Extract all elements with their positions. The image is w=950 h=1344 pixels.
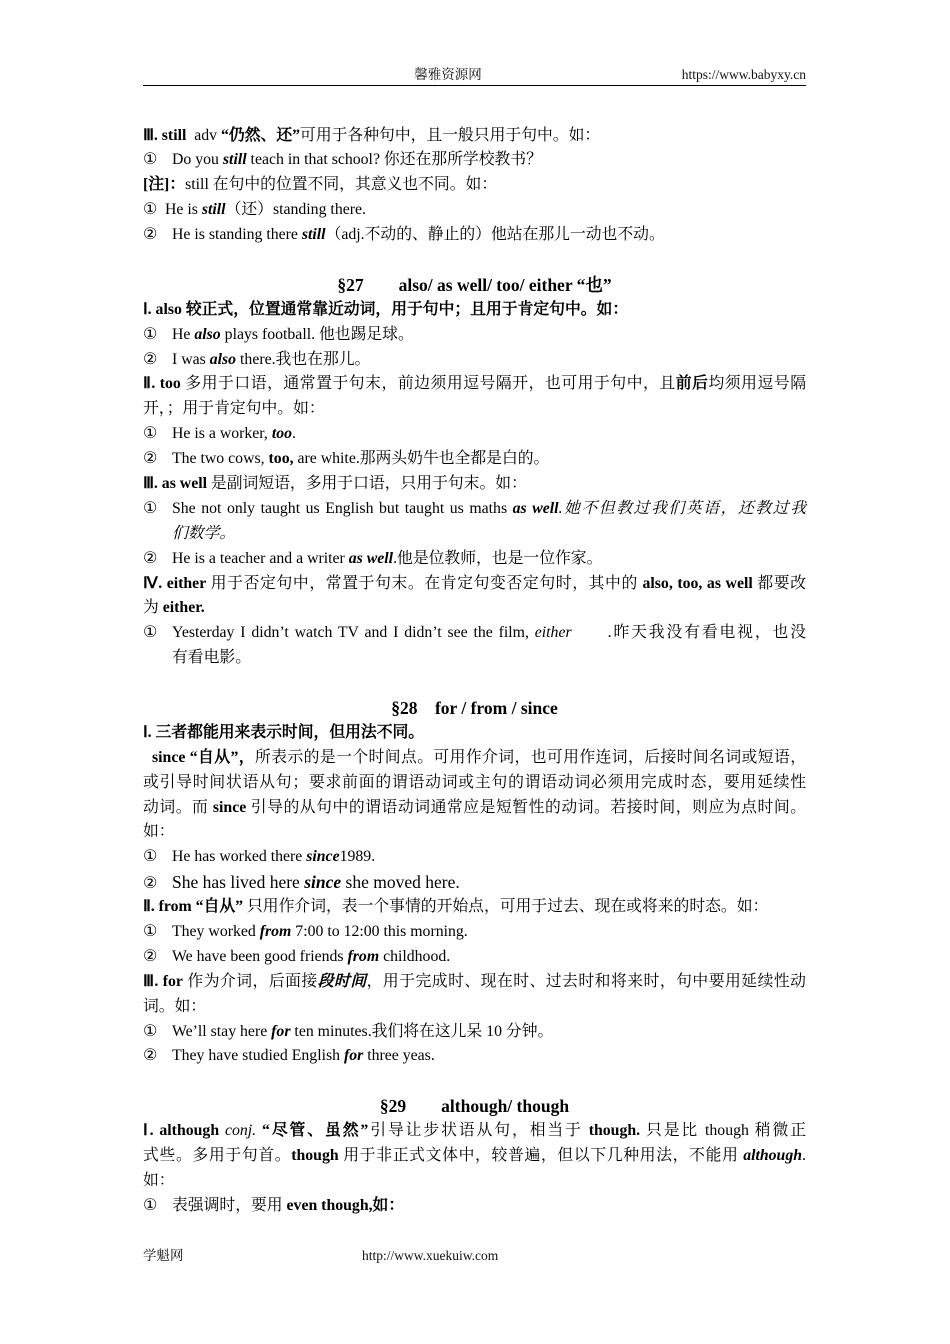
example-line bbox=[143, 348, 806, 373]
keyword-emphasis: even though,如： bbox=[286, 1196, 405, 1214]
heading-keyword: since “自从”， bbox=[152, 748, 256, 766]
list-marker: ② bbox=[143, 1047, 158, 1065]
paragraph-line bbox=[143, 796, 806, 821]
header-site-name: 馨雅资源网 bbox=[414, 67, 482, 82]
rule-heading bbox=[143, 298, 806, 323]
text-run: 有看电影。 bbox=[172, 649, 251, 667]
text-run: 所表示的是一个时间点。可用作介词，也可用作连词，后接时间名词或短语， bbox=[255, 748, 806, 766]
header-rule bbox=[143, 85, 806, 86]
list-marker: ① bbox=[143, 201, 158, 219]
text-run: ，用于完成时、现在时、过去时和将来时，句中要用延续性动 bbox=[366, 972, 806, 990]
text-run: 动词。而 bbox=[143, 798, 213, 816]
text-run: 用于否定句中，常置于句末。在肯定句变否定句时，其中的 bbox=[206, 574, 643, 592]
text-run: 引导让步状语从句，相当于 bbox=[368, 1122, 589, 1140]
section-28-title: §28 for / from / since bbox=[391, 697, 558, 718]
heading-keyword: Ⅲ. as well bbox=[143, 474, 207, 492]
example-line bbox=[143, 422, 806, 447]
section-29-title: §29 although/ though bbox=[379, 1096, 570, 1117]
heading-meaning: “尽管、虽然” bbox=[262, 1122, 369, 1140]
list-marker: ① bbox=[143, 1022, 158, 1040]
text-run: She has lived here bbox=[172, 872, 305, 893]
text-run: 多用于口语，通常置于句末，前边须用逗号隔开，也可用于句中，且 bbox=[180, 375, 676, 393]
text-run: 7:00 to 12:00 this morning. bbox=[291, 923, 468, 940]
footer-site-url[interactable]: http://www.xuekuiw.com bbox=[362, 1248, 499, 1263]
list-marker: ② bbox=[143, 450, 158, 468]
text-run: still 在句中的位置不同，其意义也不同。如： bbox=[185, 176, 498, 194]
text-run: 作为介词，后面接 bbox=[182, 972, 318, 990]
keyword-emphasis: also bbox=[194, 325, 221, 343]
text-run: He has worked there bbox=[172, 848, 307, 866]
list-marker: ② bbox=[143, 226, 158, 244]
keyword-emphasis: though bbox=[291, 1147, 339, 1165]
text-run: . bbox=[292, 425, 296, 443]
rule-heading-text: Ⅰ. also 较正式，位置通常靠近动词，用于句中；且用于肯定句中。如： bbox=[143, 300, 629, 318]
example-line bbox=[143, 497, 806, 522]
keyword-emphasis: either bbox=[534, 624, 572, 642]
list-marker: ① bbox=[143, 425, 158, 443]
heading-meaning: “仍然、还” bbox=[221, 126, 301, 144]
text-run: He is standing there bbox=[172, 226, 302, 244]
keyword-emphasis: since bbox=[212, 798, 247, 816]
example-line bbox=[143, 447, 806, 472]
text-run: We’ll stay here bbox=[172, 1022, 272, 1040]
list-marker: ① bbox=[143, 1196, 158, 1214]
text-run: .他是位教师，也是一位作家。 bbox=[393, 549, 603, 567]
text-run: childhood. bbox=[379, 947, 451, 965]
paragraph-line bbox=[143, 1169, 806, 1194]
keyword-emphasis: also, too, as well bbox=[642, 574, 753, 592]
text-run: He is bbox=[165, 201, 202, 219]
text-run: 1989. bbox=[339, 848, 376, 866]
continuation-line bbox=[143, 646, 806, 671]
translation-text: .她不但教过我们英语，还教过我 bbox=[558, 499, 806, 517]
part-of-speech: conj. bbox=[219, 1122, 262, 1140]
text-run: there.我也在那儿。 bbox=[236, 350, 371, 368]
text-run: adv bbox=[186, 126, 222, 144]
document-body bbox=[143, 124, 806, 1219]
example-line bbox=[143, 198, 806, 223]
keyword-emphasis: too bbox=[271, 425, 293, 443]
keyword-emphasis: since bbox=[306, 848, 340, 866]
text-run: 只是比 though 稍微正 bbox=[640, 1122, 806, 1140]
text-run: ten minutes.我们将在这儿呆 10 分钟。 bbox=[290, 1022, 554, 1040]
note-label: [注]： bbox=[143, 176, 186, 194]
list-marker: ① bbox=[143, 499, 158, 517]
list-marker: ② bbox=[143, 947, 158, 965]
rule-heading-text: Ⅰ. 三者都能用来表示时间，但用法不同。 bbox=[143, 723, 425, 741]
rule-heading bbox=[143, 472, 806, 497]
example-line bbox=[143, 870, 806, 895]
text-run: she moved here. bbox=[341, 872, 460, 893]
note-line bbox=[143, 173, 806, 198]
paragraph-line bbox=[143, 820, 806, 845]
list-marker: ① bbox=[143, 624, 158, 642]
keyword-emphasis: also bbox=[209, 350, 237, 368]
text-run: . bbox=[802, 1147, 806, 1165]
list-marker: ① bbox=[143, 151, 158, 169]
text-run: .昨天我没有看电视，也没 bbox=[607, 624, 806, 642]
rule-heading bbox=[143, 970, 806, 995]
text-run: 引导的从句中的谓语动词通常应是短暂性的动词。若接时间，则应为点时间。 bbox=[246, 798, 806, 816]
paragraph-line bbox=[143, 746, 806, 771]
keyword-emphasis: as well bbox=[348, 549, 394, 567]
text-run: are white.那两头奶牛也全都是白的。 bbox=[293, 450, 550, 468]
list-marker: ① bbox=[143, 848, 158, 866]
example-line bbox=[143, 223, 806, 248]
continuation-line bbox=[143, 995, 806, 1020]
keyword-emphasis: 前后 bbox=[675, 375, 709, 393]
keyword-emphasis: too, bbox=[268, 450, 294, 468]
text-run: I was bbox=[172, 350, 210, 368]
blank-line bbox=[143, 1069, 806, 1094]
text-run: He is a teacher and a writer bbox=[172, 549, 349, 567]
heading-keyword: Ⅰ. although bbox=[143, 1122, 220, 1140]
text-run: 如： bbox=[143, 823, 175, 841]
keyword-emphasis: either. bbox=[162, 599, 205, 617]
example-line bbox=[143, 945, 806, 970]
example-line bbox=[143, 845, 806, 870]
text-run: 为 bbox=[143, 599, 163, 617]
text-run: They have studied English bbox=[172, 1047, 344, 1065]
rule-heading bbox=[143, 895, 806, 920]
list-marker: ① bbox=[143, 923, 158, 940]
text-run: She not only taught us English but taught us maths bbox=[172, 499, 513, 517]
text-run: 式些。多用于句首。 bbox=[143, 1147, 292, 1165]
text-run: three yeas. bbox=[363, 1047, 435, 1065]
example-line bbox=[143, 148, 806, 173]
footer-site-name: 学魁网 bbox=[143, 1248, 184, 1263]
rule-heading bbox=[143, 1119, 806, 1144]
text-run: （还）standing there. bbox=[225, 201, 366, 219]
paragraph-line bbox=[143, 1144, 806, 1169]
text-run: 可用于各种句中，且一般只用于句中。如： bbox=[300, 126, 601, 144]
keyword-emphasis: though. bbox=[588, 1122, 641, 1140]
text-run: 均须用逗号隔 bbox=[708, 375, 806, 393]
text-run: Yesterday I didn’t watch TV and I didn’t see the film, bbox=[172, 624, 535, 642]
still-heading bbox=[143, 124, 806, 149]
text-run: 如： bbox=[143, 1171, 175, 1189]
text-run: He is a worker, bbox=[172, 425, 272, 443]
text-run: （adj.不动的、静止的）他站在那儿一动也不动。 bbox=[325, 226, 665, 244]
example-line bbox=[143, 1020, 806, 1045]
text-run: 开，；用于肯定句中。如： bbox=[143, 400, 325, 418]
rule-heading bbox=[143, 721, 806, 746]
text-run: 是副词短语，多用于口语，只用于句末。如： bbox=[206, 474, 527, 492]
section-27-title: §27 also/ as well/ too/ either “也” bbox=[337, 274, 612, 295]
text-run: 表强调时，要用 bbox=[172, 1196, 287, 1214]
heading-keyword: Ⅱ. from “自从” bbox=[143, 898, 244, 916]
text-run: 词。如： bbox=[143, 997, 207, 1015]
example-line bbox=[143, 621, 806, 646]
keyword-emphasis: for bbox=[271, 1022, 291, 1040]
text-run: They worked bbox=[172, 923, 260, 940]
keyword-emphasis: as well bbox=[512, 499, 559, 517]
list-marker: ② bbox=[143, 350, 158, 368]
example-line bbox=[143, 1044, 806, 1069]
example-line bbox=[143, 547, 806, 572]
rule-heading bbox=[143, 572, 806, 597]
text-run: 都要改 bbox=[752, 574, 806, 592]
continuation-line bbox=[143, 596, 806, 621]
heading-keyword: Ⅳ. either bbox=[143, 574, 207, 592]
text-run: plays football. 他也踢足球。 bbox=[220, 325, 414, 343]
keyword-emphasis: from bbox=[347, 947, 380, 965]
keyword-emphasis: still bbox=[201, 201, 226, 219]
list-marker: ① bbox=[143, 325, 158, 343]
keyword-emphasis: since bbox=[304, 872, 342, 893]
continuation-line bbox=[143, 397, 806, 422]
list-marker: ② bbox=[143, 549, 158, 567]
blank-line bbox=[143, 248, 806, 273]
example-line bbox=[143, 1194, 806, 1219]
text-run: Do you bbox=[172, 151, 223, 169]
paragraph-line bbox=[143, 771, 806, 796]
header-site-url[interactable]: https://www.babyxy.cn bbox=[681, 67, 806, 82]
translation-text: 们数学。 bbox=[172, 524, 236, 542]
text-run: We have been good friends bbox=[172, 947, 348, 965]
heading-keyword: Ⅲ. still bbox=[143, 126, 187, 144]
keyword-emphasis: still bbox=[222, 151, 247, 169]
continuation-line bbox=[143, 522, 806, 547]
keyword-emphasis: for bbox=[343, 1047, 364, 1065]
keyword-emphasis: although bbox=[743, 1147, 803, 1165]
rule-heading bbox=[143, 372, 806, 397]
heading-keyword: Ⅱ. too bbox=[143, 375, 181, 393]
keyword-emphasis: from bbox=[259, 923, 292, 940]
text-run: The two cows, bbox=[172, 450, 269, 468]
text-run: 用于非正式文体中，较普遍，但以下几种用法，不能用 bbox=[338, 1147, 744, 1165]
blank-line bbox=[143, 671, 806, 696]
example-line bbox=[143, 920, 806, 945]
text-run: 或引导时间状语从句；要求前面的谓语动词或主句的谓语动词必须用完成时态，要用延续性 bbox=[143, 773, 806, 791]
text-run: He bbox=[172, 325, 195, 343]
keyword-emphasis: still bbox=[301, 226, 326, 244]
text-run: teach in that school? 你还在那所学校教书？ bbox=[246, 151, 542, 169]
heading-keyword: Ⅲ. for bbox=[143, 972, 183, 990]
example-line bbox=[143, 323, 806, 348]
list-marker: ② bbox=[143, 875, 158, 893]
text-run: 只用作介词，表一个事情的开始点，可用于过去、现在或将来的时态。如： bbox=[243, 898, 769, 916]
keyword-emphasis: 段时间 bbox=[317, 972, 367, 990]
